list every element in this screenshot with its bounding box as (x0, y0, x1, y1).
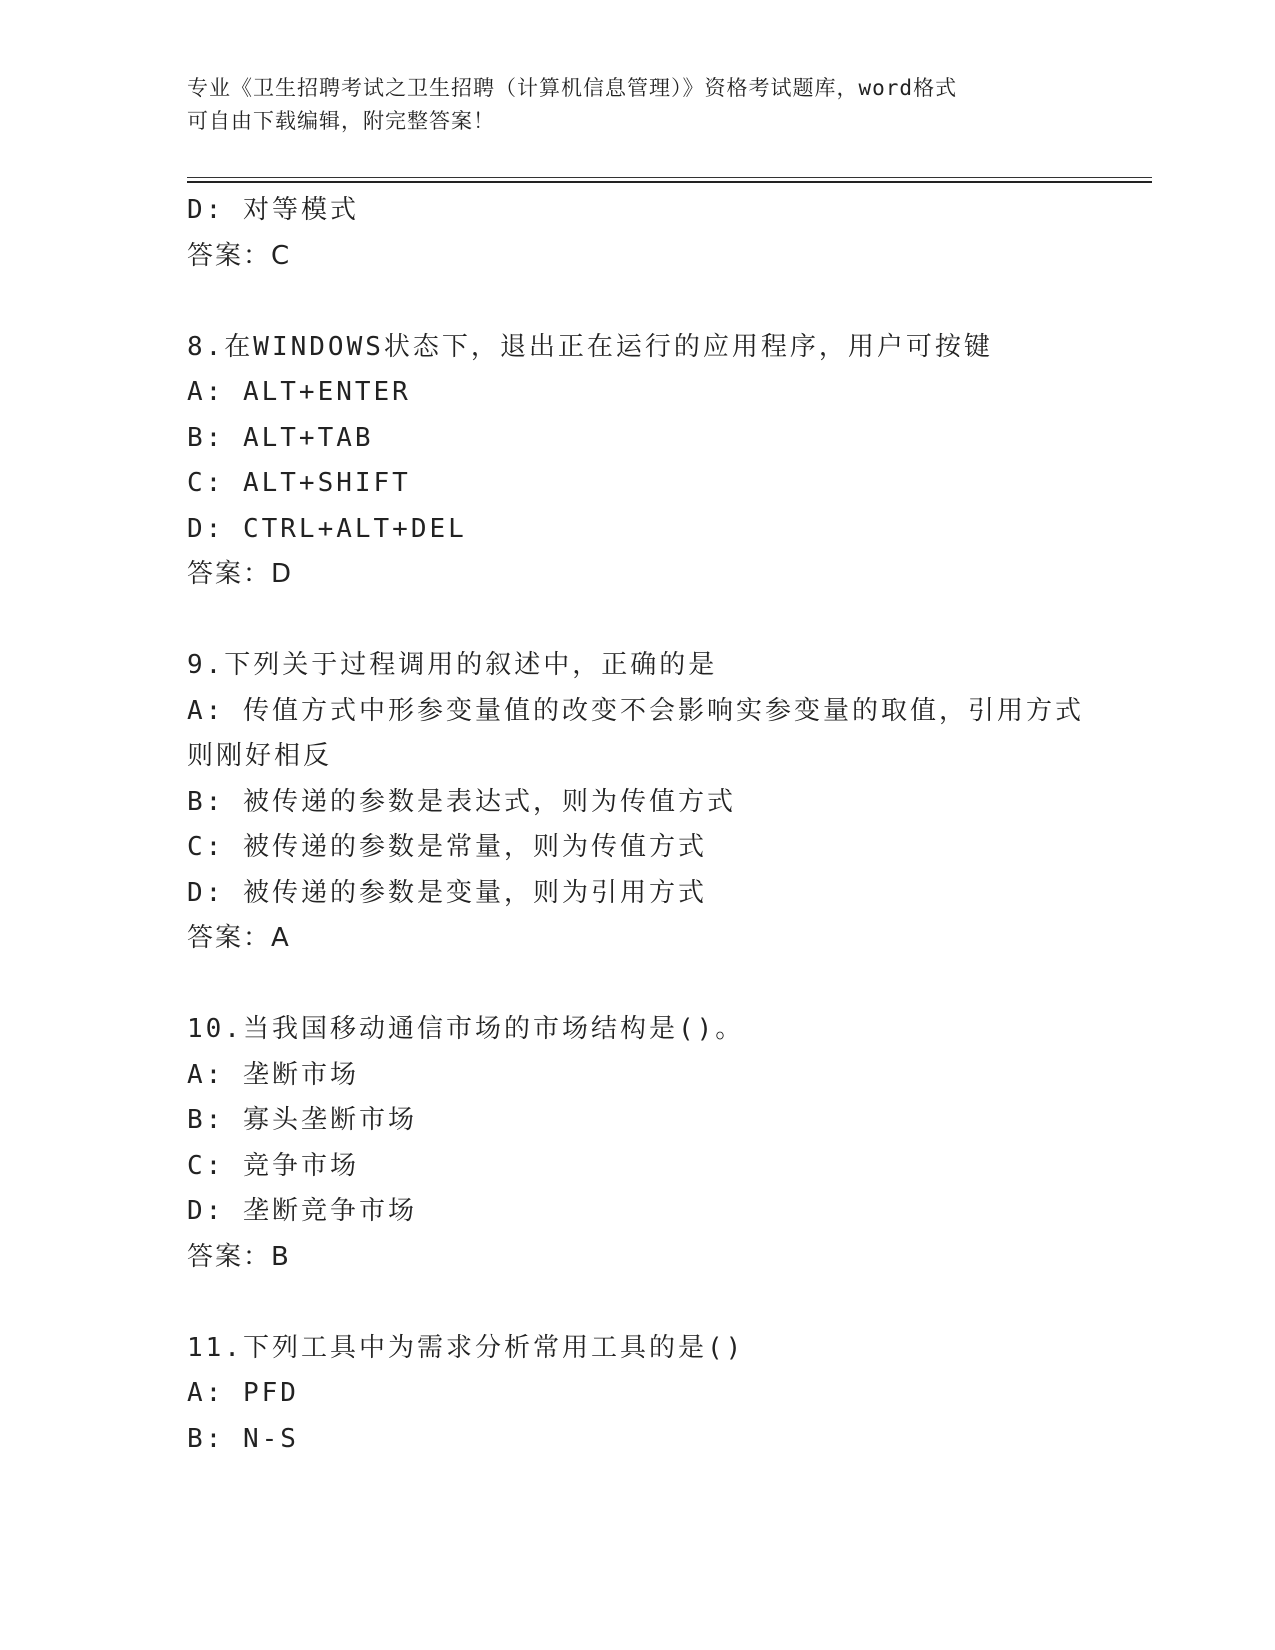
q10-option-c: C: 竞争市场 (187, 1150, 359, 1181)
q9-stem: 9.下列关于过程调用的叙述中，正确的是 (187, 650, 718, 680)
q8-option-d: D: CTRL+ALT+DEL (187, 513, 467, 544)
q11-option-a: A: PFD (187, 1378, 299, 1408)
q10-option-a: A: 垄断市场 (187, 1059, 359, 1090)
header-divider-thin (187, 177, 1152, 178)
question-list (187, 188, 1087, 1462)
q10-option-b: B: 寡头垄断市场 (187, 1105, 417, 1135)
document-header (187, 72, 1067, 138)
q8-answer: 答案：D (187, 559, 294, 589)
q11-option-b: B: N-S (187, 1423, 299, 1454)
q8-option-b: B: ALT+TAB (187, 422, 374, 453)
q10-option-d: D: 垄断竞争市场 (187, 1196, 417, 1226)
q10-stem: 10.当我国移动通信市场的市场结构是()。 (187, 1014, 745, 1044)
q8-stem: 8.在WINDOWS状态下，退出正在运行的应用程序，用户可按键 (187, 331, 993, 362)
header-line-1: 专业《卫生招聘考试之卫生招聘（计算机信息管理）》资格考试题库，word格式 (187, 76, 958, 100)
header-divider-thick (187, 181, 1152, 183)
header-line-2: 可自由下载编辑，附完整答案！ (187, 109, 495, 133)
q8-option-c: C: ALT+SHIFT (187, 468, 411, 498)
q9-option-b: B: 被传递的参数是表达式，则为传值方式 (187, 786, 736, 817)
q8-option-a: A: ALT+ENTER (187, 377, 411, 407)
q9-answer: 答案：A (187, 923, 291, 953)
q9-option-d: D: 被传递的参数是变量，则为引用方式 (187, 877, 707, 908)
q10-answer: 答案：B (187, 1241, 291, 1272)
q9-option-a-line2: 则刚好相反 (187, 741, 333, 771)
prev-answer: 答案：C (187, 240, 292, 271)
prev-option-d: D: 对等模式 (187, 195, 359, 225)
q9-option-c: C: 被传递的参数是常量，则为传值方式 (187, 832, 707, 862)
q11-stem: 11.下列工具中为需求分析常用工具的是() (187, 1332, 745, 1363)
q9-option-a-line1: A: 传值方式中形参变量值的改变不会影响实参变量的取值，引用方式 (187, 695, 1084, 726)
